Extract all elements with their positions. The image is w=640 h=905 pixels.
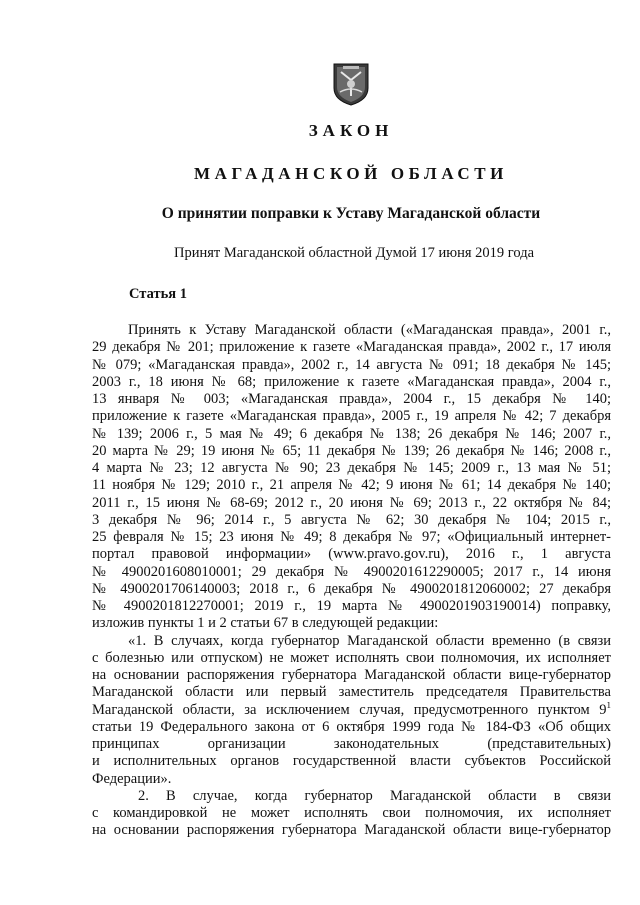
body-line: на основании распоряжения губернатора Магаданской области вице-губернатор [92,667,611,683]
body-line: 2003 г., 18 июня № 68; приложение к газете «Магаданская правда», 2004 г., [92,373,611,390]
body-line: № 079; «Магаданская правда», 2002 г., 14 августа № 091; 18 декабря № 145; [92,356,611,373]
footnote-mark: 1 [606,701,611,710]
body-line: 2011 г., 15 июня № 68-69; 2012 г., 20 июня № 69; 2013 г., 22 октября № 84; [92,494,611,511]
body-line: 13 января № 003; «Магаданская правда», 2004 г., 15 декабря № 140; [92,391,611,407]
body-line: Магаданской области или первый заместитель председателя Правительства [92,684,611,701]
body-line: принципах организации законодательных (представительных) [92,736,611,752]
body-line: № 4900201706140003; 2018 г., 6 декабря № 4900201812060002; 27 декабря [92,580,611,597]
adoption-line: Принят Магаданской областной Думой 17 июня 2019 года [173,245,535,261]
law-title: ЗАКОН [308,121,394,140]
region-title: МАГАДАНСКОЙ ОБЛАСТИ [193,164,508,183]
body-line: «1. В случаях, когда губернатор Магаданской области временно (в связи [128,632,611,649]
body-line: изложив пункты 1 и 2 статьи 67 в следующей редакции: [92,615,439,632]
body-line-text: Магаданской области, за исключением случая, предусмотренного пунктом 9 [92,701,607,718]
body-line: с болезнью или отпуском) не может исполнять свои полномочия, их исполняет [92,649,611,666]
law-subject: О принятии поправки к Уставу Магаданской области [161,205,541,222]
body-line: портал правовой информации» (www.pravo.gov.ru), 2016 г., 1 августа [92,546,611,563]
body-line: на основании распоряжения губернатора Магаданской области вице-губернатор [92,822,611,839]
article-heading: Статья 1 [129,286,187,302]
body-line: и исполнительных органов государственной власти субъектов Российской [92,753,611,770]
body-line: 2. В случае, когда губернатор Магаданской области в связи [138,787,611,804]
body-line-with-footnote [92,702,611,719]
body-line: 20 марта № 29; 19 июня № 65; 11 декабря № 139; 26 декабря № 146; 2008 г., [92,442,611,459]
body-line: 11 ноября № 129; 2010 г., 21 апреля № 42; 9 июня № 61; 14 декабря № 140; [92,477,611,494]
body-line: с командировкой не может исполнять свои полномочия, их исполняет [92,805,611,821]
body-line: 29 декабря № 201; приложение к газете «Магаданская правда», 2002 г., 17 июля [92,339,611,356]
body-line: № 4900201608010001; 29 декабря № 4900201612290005; 2017 г., 14 июня [92,563,611,580]
article-body [92,322,611,840]
body-line: Федерации». [92,770,172,787]
body-line: № 139; 2006 г., 5 мая № 49; 6 декабря № 138; 26 декабря № 146; 2007 г., [92,425,611,442]
body-line: 4 марта № 23; 12 августа № 90; 23 декабря № 145; 2009 г., 13 мая № 51; [92,460,611,476]
body-line: 25 февраля № 15; 23 июня № 49; 8 декабря № 97; «Официальный интернет- [92,529,611,545]
body-line: приложение к газете «Магаданская правда», 2005 г., 19 апреля № 42; 7 декабря [92,408,611,425]
body-line: 3 декабря № 96; 2014 г., 5 августа № 62; 30 декабря № 104; 2015 г., [92,511,611,528]
body-line: Принять к Уставу Магаданской области («Магаданская правда», 2001 г., [128,322,611,338]
body-line: № 4900201812270001; 2019 г., 19 марта № 4900201903190014) поправку, [92,598,611,614]
coat-of-arms-icon [331,62,371,106]
body-line: статьи 19 Федерального закона от 6 октября 1999 года № 184-ФЗ «Об общих [92,718,611,735]
